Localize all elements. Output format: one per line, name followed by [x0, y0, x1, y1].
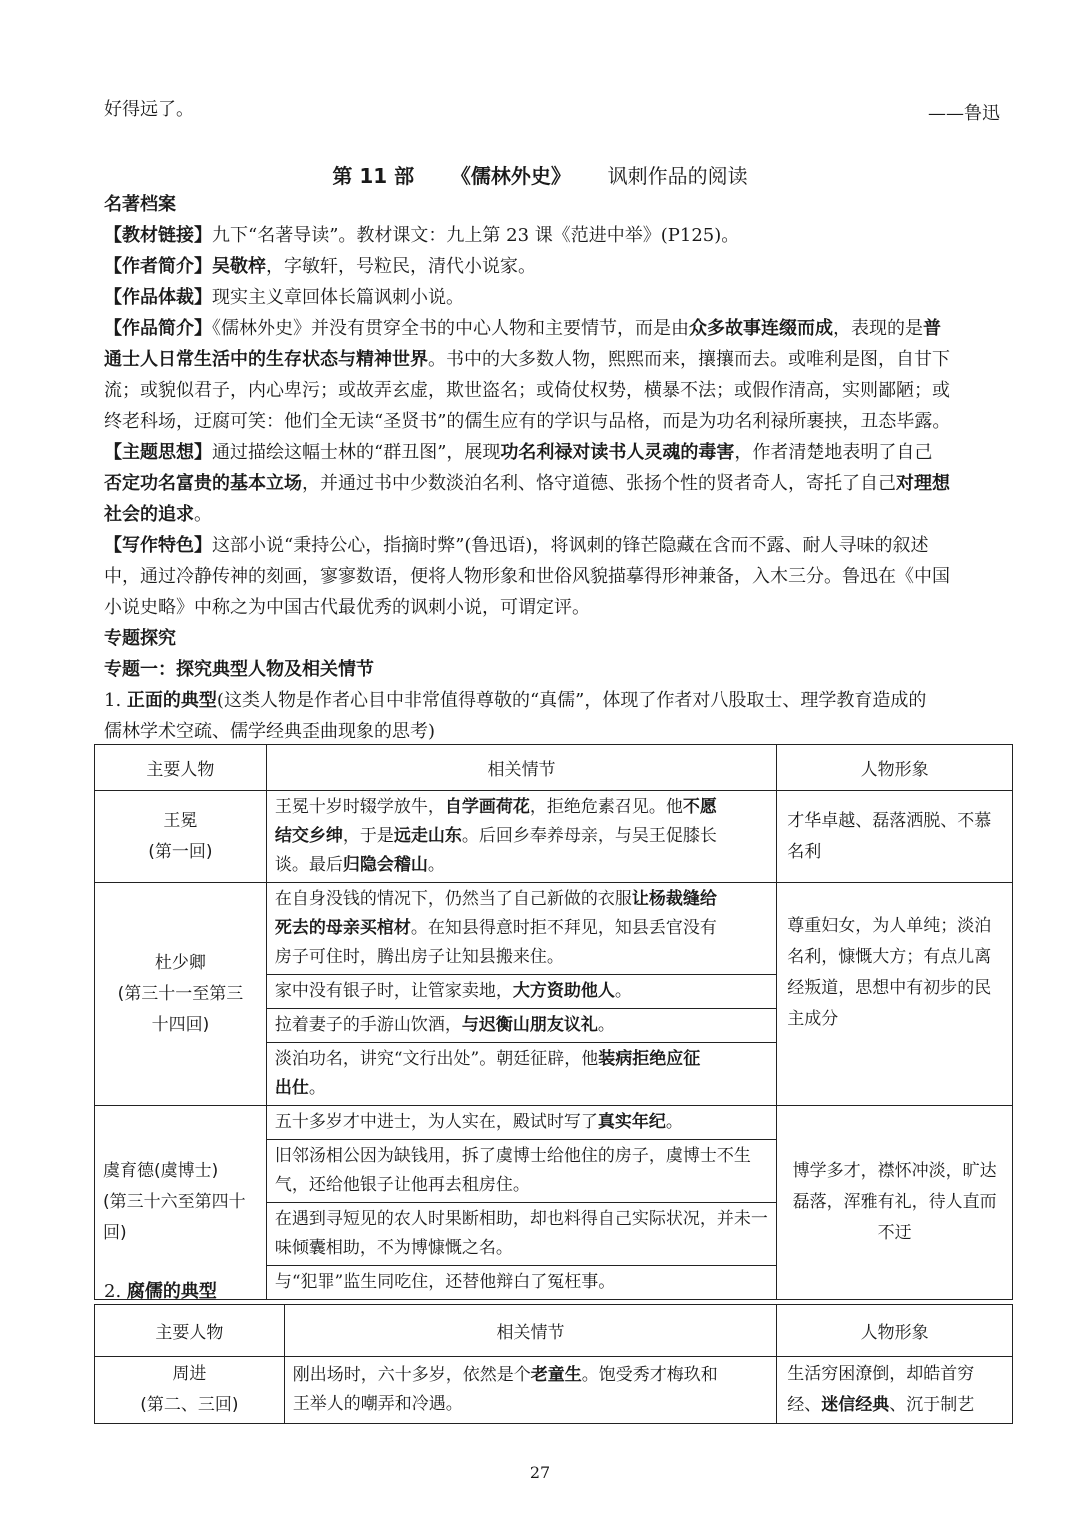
title-subtitle: 讽刺作品的阅读 [607, 164, 748, 188]
plot-emphasis: 出仕 [274, 1078, 309, 1098]
table-row [95, 1357, 1013, 1424]
positive-characters-table [94, 744, 1013, 1300]
theme-text: ，并通过书中少数淡泊名利、恪守道德、张扬个性的贤者奇人，寄托了自己 [302, 473, 896, 494]
character-chapter: (第三十一至第三十四回) [117, 983, 244, 1035]
plot-emphasis: 远走山东 [393, 826, 462, 846]
work-intro-label: 【作品简介】 [104, 318, 212, 339]
image-text: 生活穷困潦倒，却皓首穷 [787, 1364, 975, 1384]
plot-text: 家中没有银子时，让管家卖地， [274, 981, 513, 1001]
plot-text: 。 [308, 1078, 326, 1098]
work-intro-text: 《儒林外史》并没有贯穿全书的中心人物和主要情节，而是由 [212, 318, 689, 339]
plot-text: 。 [427, 855, 445, 875]
plot-text: ，拒绝危素召见。他 [529, 797, 683, 817]
plot-cell [266, 1009, 776, 1043]
genre [104, 287, 464, 309]
plot-cell [266, 975, 776, 1009]
character-chapter: (第二、三回) [140, 1395, 239, 1415]
table-row [95, 883, 1013, 975]
plot-text: 。 [614, 981, 632, 1001]
plot-text: 淡泊功名，讲究“文行出处”。朝廷征辟，他 [274, 1049, 599, 1069]
character-name: 杜少卿 [154, 952, 206, 973]
image-cell [777, 1357, 1013, 1424]
page-title [0, 160, 1080, 189]
character-zhou-jin [95, 1357, 285, 1424]
author-text: ，字敏轩，号粒民，清代小说家。 [266, 256, 536, 277]
plot-emphasis: 装病拒绝应征 [598, 1049, 701, 1069]
header-image: 人物形象 [777, 745, 1013, 791]
character-wangmian [95, 791, 267, 883]
header-plot: 相关情节 [266, 745, 776, 791]
plot-cell [266, 883, 776, 975]
plot-cell: 在遇到寻短见的农人时果断相助，却也料得自己实际状况，并未一味倾囊相助，不为博慷慨之名。 [266, 1203, 776, 1266]
study-heading: 专题探究 [104, 628, 176, 649]
header-character: 主要人物 [95, 745, 267, 791]
plot-text: 拉着妻子的手游山饮酒， [274, 1015, 462, 1035]
plot-emphasis: 大方资助他人 [512, 981, 615, 1001]
table-header-row [95, 745, 1013, 791]
pedant-characters-table [94, 1304, 1013, 1424]
plot-text: 。 [665, 1112, 683, 1132]
plot-text: 。在知县得意时拒不拜见，知县丢官没有 [410, 918, 717, 938]
theme-line3 [104, 504, 212, 526]
theme-line1 [104, 442, 932, 464]
page-number: 27 [529, 1463, 551, 1482]
work-intro-line2 [104, 349, 950, 371]
plot-emphasis: 自学画荷花 [444, 797, 530, 817]
theme-text: 通过描绘这幅士林的“群丑图”，展现 [212, 442, 501, 463]
theme-emphasis: 否定功名富贵的基本立场 [104, 473, 302, 494]
textbook-link [104, 225, 739, 247]
theme-emphasis: 社会的追求 [104, 504, 194, 525]
plot-emphasis: 不愿 [682, 797, 717, 817]
character-yu-yude [95, 1106, 267, 1300]
plot-cell: 与“犯罪”监生同吃住，还替他辩白了冤枉事。 [266, 1266, 776, 1300]
work-intro-emphasis: 通士人日常生活中的生存状态与精神世界 [104, 349, 428, 370]
genre-text: 现实主义章回体长篇讽刺小说。 [212, 287, 464, 308]
work-intro-line1 [104, 318, 941, 340]
plot-text: 。 [597, 1015, 615, 1035]
character-name: 虞育德(虞博士) [103, 1161, 219, 1181]
plot-cell [266, 1043, 776, 1106]
image-cell: 博学多才，襟怀冲淡，旷达磊落，浑雅有礼，待人直而不迂 [777, 1106, 1013, 1300]
image-cell: 尊重妇女，为人单纯；淡泊名利，慷慨大方；有点儿离经叛道，思想中有初步的民主成分 [777, 883, 1013, 1106]
plot-emphasis: 结交乡绅 [274, 826, 343, 846]
plot-text: 王举人的嘲弄和冷遇。 [292, 1394, 463, 1414]
plot-text: 五十多岁才中进士，为人实在，殿试时写了 [274, 1112, 598, 1132]
work-intro-text: 。书中的大多数人物，熙熙而来，攘攘而去。或唯利是图，自甘下 [428, 349, 950, 370]
character-name: 王冕 [163, 810, 198, 831]
section1-line1 [104, 690, 926, 712]
section1-note: (这类人物是作者心目中非常值得尊敬的“真儒”，体现了作者对八股取士、理学教育造成的 [216, 690, 927, 711]
header-left: 好得远了。 [104, 99, 194, 120]
theme-emphasis: 对理想 [896, 473, 950, 494]
image-emphasis: 迷信经典 [821, 1395, 890, 1415]
plot-text: 刚出场时，六十多岁，依然是个 [292, 1365, 531, 1385]
theme-text: 。 [194, 504, 212, 525]
plot-cell [284, 1357, 776, 1424]
plot-cell: 旧邻汤相公因为缺钱用，拆了虞博士给他住的房子，虞博士不生气，还给他银子让他再去租房住。 [266, 1140, 776, 1203]
image-text: 经、 [787, 1395, 822, 1415]
section1-number: 1. [104, 690, 122, 711]
section1-title: 正面的典型 [126, 690, 217, 711]
title-book: 《儒林外史》 [450, 164, 571, 188]
table-header-row [95, 1305, 1013, 1357]
image-cell: 才华卓越、磊落洒脱、不慕名利 [777, 791, 1013, 883]
image-text: 、沉于制艺 [889, 1395, 975, 1415]
theme-line2 [104, 473, 950, 495]
author-name: 吴敬梓 [212, 256, 266, 277]
plot-text: 谈。最后 [274, 855, 343, 875]
plot-text: ，于是 [342, 826, 394, 846]
plot-emphasis: 老童生 [530, 1365, 582, 1385]
style-text: 这部小说“秉持公心，指摘时弊”(鲁迅语)，将讽刺的锋芒隐藏在含而不露、耐人寻味的叙述 [212, 535, 929, 556]
header-image: 人物形象 [777, 1305, 1013, 1357]
plot-text: 王冕十岁时辍学放牛， [274, 797, 445, 817]
theme-label: 【主题思想】 [104, 442, 212, 463]
character-name: 周进 [172, 1364, 207, 1384]
topic1-heading: 专题一：探究典型人物及相关情节 [104, 659, 374, 680]
plot-text: 。后回乡奉养母亲，与吴王促膝长 [461, 826, 717, 846]
section2-title: 腐儒的典型 [126, 1281, 217, 1302]
genre-label: 【作品体裁】 [104, 287, 212, 308]
style-line3: 小说史略》中称之为中国古代最优秀的讽刺小说，可谓定评。 [104, 597, 590, 618]
section2-number: 2. [104, 1281, 122, 1302]
plot-text: 。饱受秀才梅玖和 [581, 1365, 718, 1385]
header-plot: 相关情节 [284, 1305, 776, 1357]
section1-line2: 儒林学术空疏、儒学经典歪曲现象的思考) [104, 721, 436, 742]
style-line1 [104, 535, 928, 557]
header-character: 主要人物 [95, 1305, 285, 1357]
author-label: 【作者简介】 [104, 256, 212, 277]
plot-cell [266, 791, 776, 883]
work-intro-text: ，表现的是 [833, 318, 923, 339]
character-chapter: (第一回) [148, 841, 213, 862]
theme-text: ，作者清楚地表明了自己 [734, 442, 933, 463]
author-intro [104, 256, 536, 278]
textbook-link-text: 九下“名著导读”。教材课文：九上第 23 课《范进中举》(P125)。 [212, 225, 740, 246]
theme-emphasis: 功名利禄对读书人灵魂的毒害 [500, 442, 735, 463]
archive-heading: 名著档案 [104, 194, 176, 215]
plot-emphasis: 归隐会稽山 [342, 855, 428, 875]
table-row [95, 1106, 1013, 1140]
plot-emphasis: 与迟衡山朋友议礼 [461, 1015, 598, 1035]
textbook-link-label: 【教材链接】 [104, 225, 212, 246]
plot-cell [266, 1106, 776, 1140]
work-intro-line3: 流；或貌似君子，内心卑污；或故弄玄虚，欺世盗名；或倚仗权势，横暴不法；或假作清高，实则鄙陋；或 [104, 380, 950, 401]
plot-emphasis: 让杨裁缝给 [631, 889, 717, 909]
section2-heading [104, 1281, 217, 1303]
plot-text: 在自身没钱的情况下，仍然当了自己新做的衣服 [274, 889, 632, 909]
plot-emphasis: 死去的母亲买棺材 [274, 918, 411, 938]
character-du-shaoqing [95, 883, 267, 1106]
character-chapter: (第三十六至第四十回) [103, 1192, 246, 1243]
header-right: ——鲁迅 [928, 103, 1000, 124]
title-part: 第 11 部 [332, 164, 415, 188]
table-row [95, 791, 1013, 883]
work-intro-line4: 终老科场，迂腐可笑：他们全无读“圣贤书”的儒生应有的学识与品格，而是为功名利禄所裹挟，丑态毕露。 [104, 411, 951, 432]
work-intro-emphasis: 众多故事连缀而成 [689, 318, 833, 339]
style-label: 【写作特色】 [104, 535, 212, 556]
plot-emphasis: 真实年纪 [597, 1112, 666, 1132]
plot-text: 房子可住时，腾出房子让知县搬来住。 [274, 947, 564, 967]
work-intro-emphasis: 普 [923, 318, 941, 339]
style-line2: 中，通过冷静传神的刻画，寥寥数语，便将人物形象和世俗风貌描摹得形神兼备，入木三分。鲁迅在《中国 [104, 566, 950, 587]
